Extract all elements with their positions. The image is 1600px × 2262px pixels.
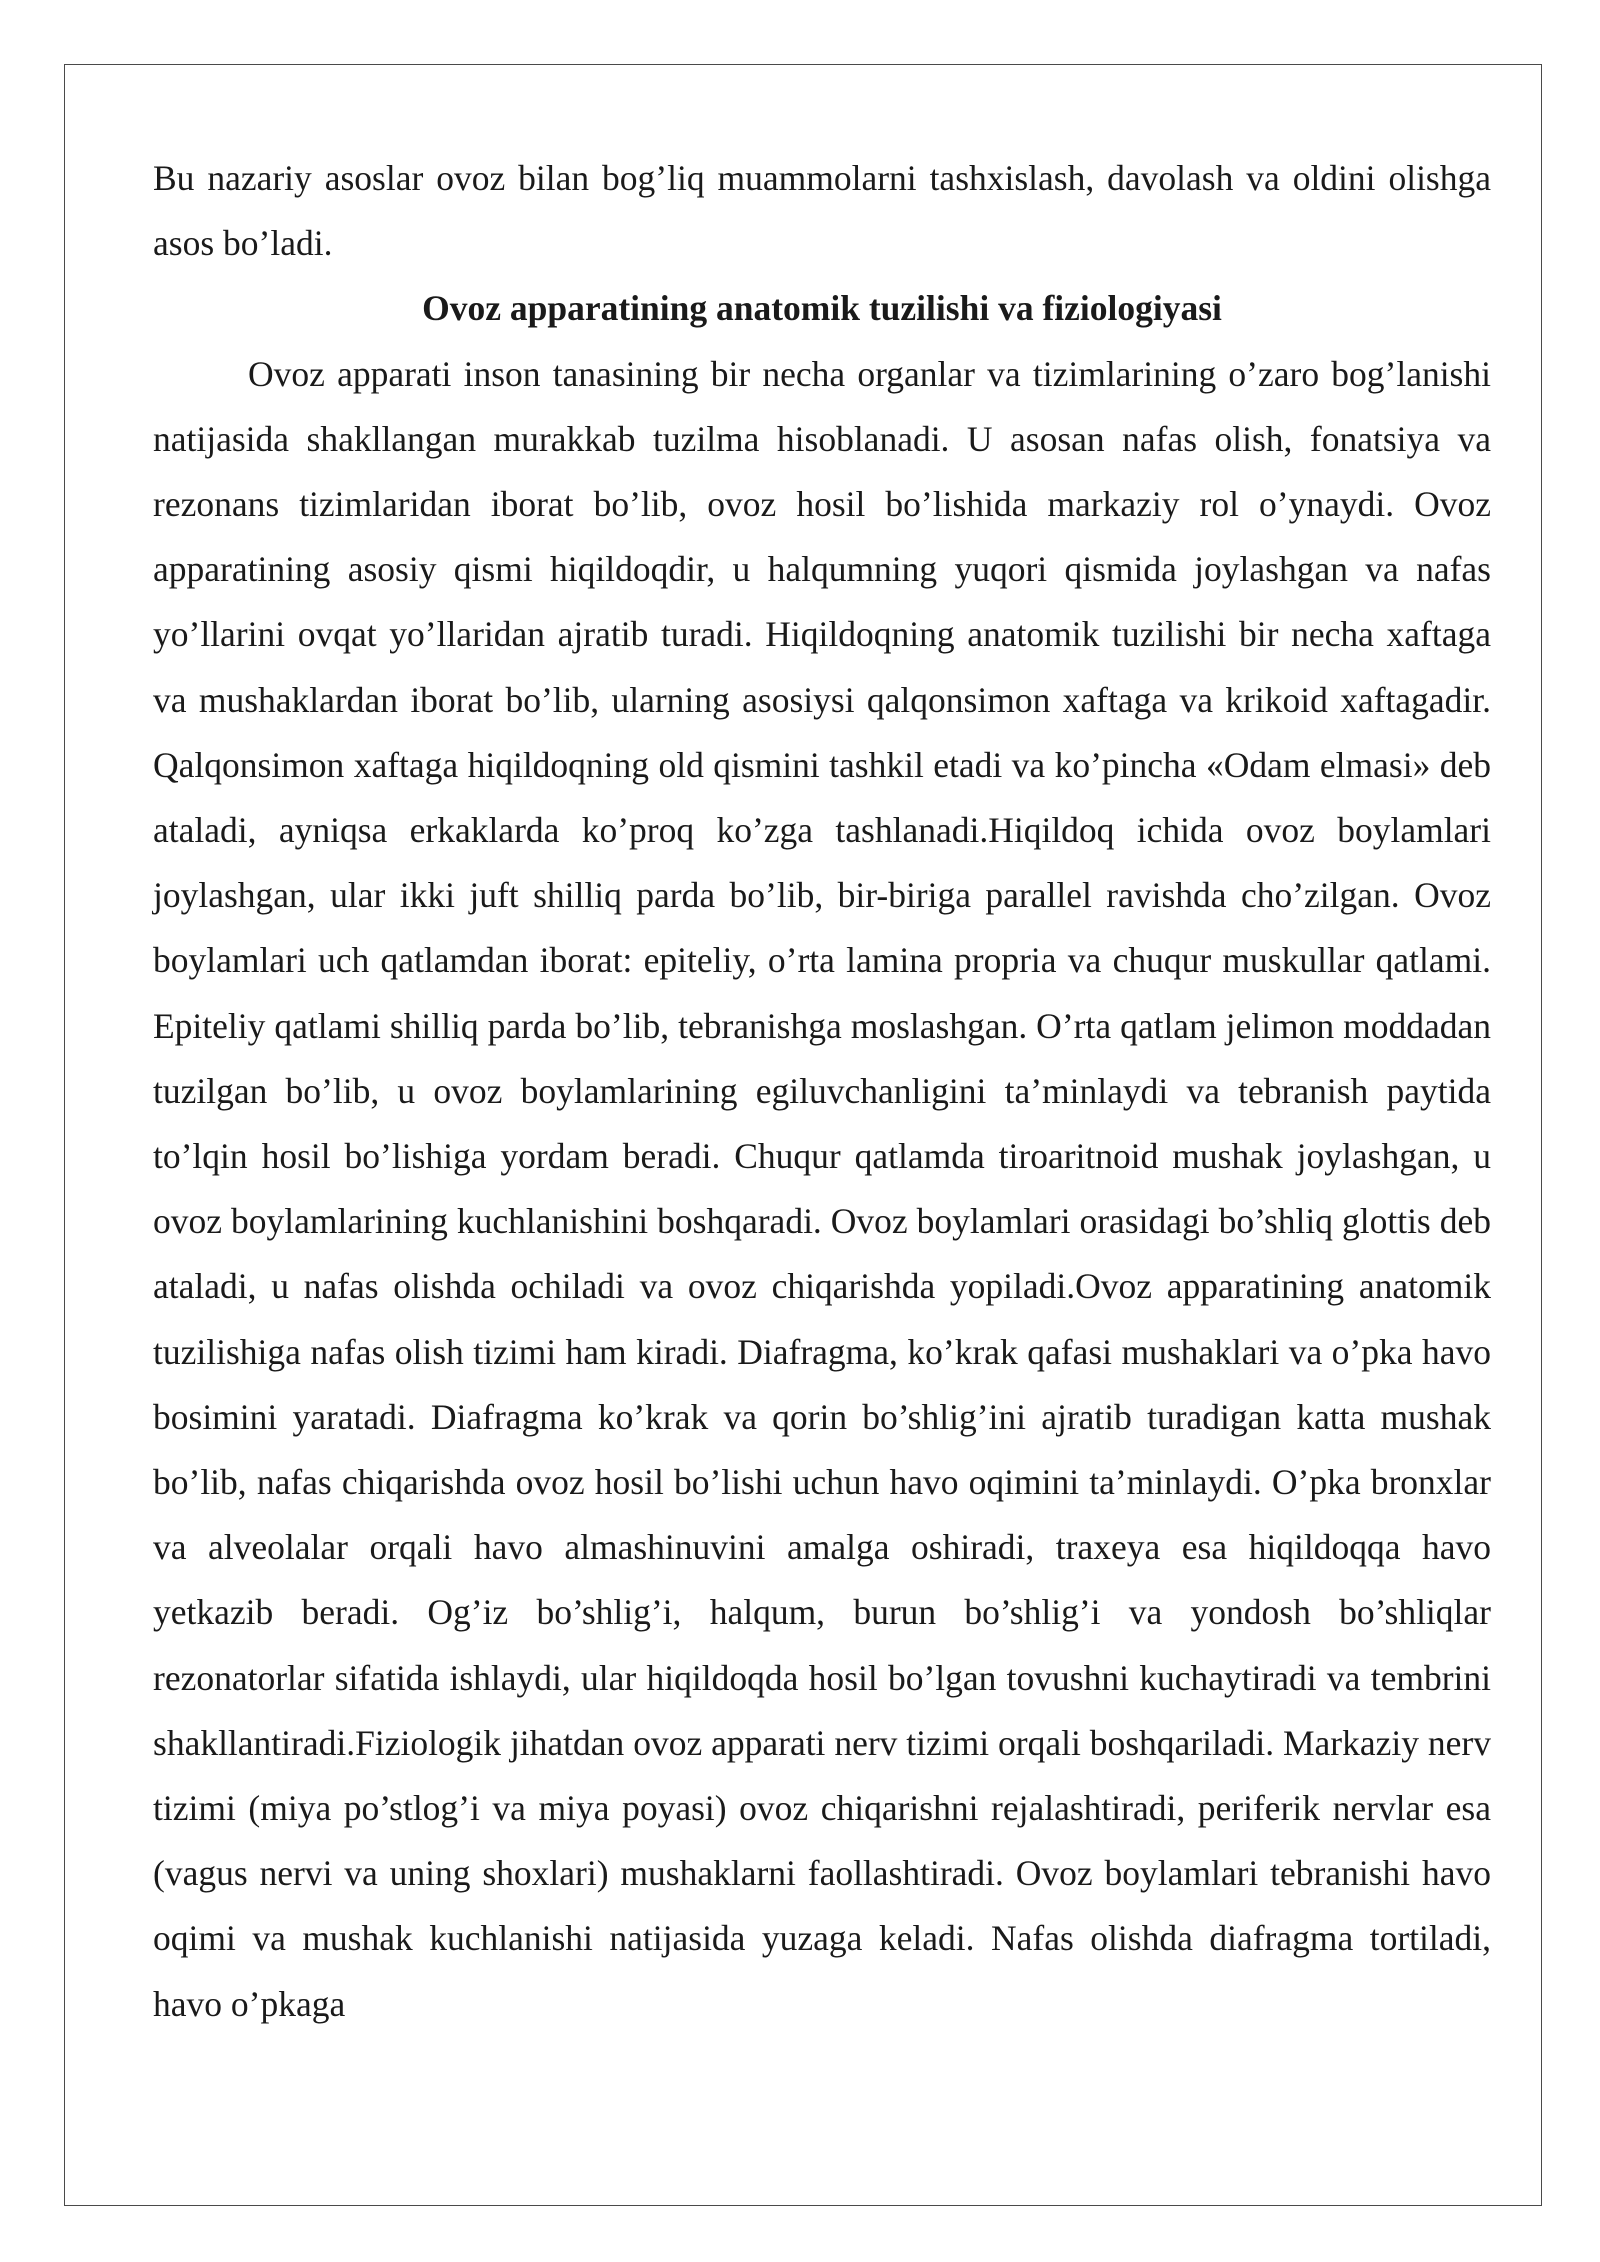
intro-paragraph: Bu nazariy asoslar ovoz bilan bog’liq muammolarni tashxislash, davolash va oldini olishga asos bo’ladi. <box>153 158 1491 264</box>
document-body <box>153 146 1491 2037</box>
body-paragraph: Ovoz apparati inson tanasining bir necha organlar va tizimlarining o’zaro bog’lanishi natijasida shakllangan murakkab tuzilma hisoblanadi. U asosan nafas olish, fonatsiya va rezonans tizimlaridan iborat bo’lib, ovoz hosil bo’lishida markaziy rol o’ynaydi. Ovoz apparatining asosiy qismi hiqildoqdir, u halqumning yuqori qismida joylashgan va nafas yo’llarini ovqat yo’llaridan ajratib turadi. Hiqildoqning anatomik tuzilishi bir necha xaftaga va mushaklardan iborat bo’lib, ularning asosiysi qalqonsimon xaftaga va krikoid xaftagadir. Qalqonsimon xaftaga hiqildoqning old qismini tashkil etadi va ko’pincha «Odam elmasi» deb ataladi, ayniqsa erkaklarda ko’proq ko’zga tashlanadi.Hiqildoq ichida ovoz boylamlari joylashgan, ular ikki juft shilliq parda bo’lib, bir-biriga parallel ravishda cho’zilgan. Ovoz boylamlari uch qatlamdan iborat: epiteliy, o’rta lamina propria va chuqur muskullar qatlami. Epiteliy qatlami shilliq parda bo’lib, tebranishga moslashgan. O’rta qatlam jelimon moddadan tuzilgan bo’lib, u ovoz boylamlarining egiluvchanligini ta’minlaydi va tebranish paytida to’lqin hosil bo’lishiga yordam beradi. Chuqur qatlamda tiroaritnoid mushak joylashgan, u ovoz boylamlarining kuchlanishini boshqaradi. Ovoz boylamlari orasidagi bo’shliq glottis deb ataladi, u nafas olishda ochiladi va ovoz chiqarishda yopiladi.Ovoz apparatining anatomik tuzilishiga nafas olish tizimi ham kiradi. Diafragma, ko’krak qafasi mushaklari va o’pka havo bosimini yaratadi. Diafragma ko’krak va qorin bo’shlig’ini ajratib turadigan katta mushak bo’lib, nafas chiqarishda ovoz hosil bo’lishi uchun havo oqimini ta’minlaydi. O’pka bronxlar va alveolalar orqali havo almashinuvini amalga oshiradi, traxeya esa hiqildoqqa havo yetkazib beradi. Og’iz bo’shlig’i, halqum, burun bo’shlig’i va yondosh bo’shliqlar rezonatorlar sifatida ishlaydi, ular hiqildoqda hosil bo’lgan tovushni kuchaytiradi va tembrini shakllantiradi.Fiziologik jihatdan ovoz apparati nerv tizimi orqali boshqariladi. Markaziy nerv tizimi (miya po’stlog’i va miya poyasi) ovoz chiqarishni rejalashtiradi, periferik nervlar esa (vagus nervi va uning shoxlari) mushaklarni faollashtiradi. Ovoz boylamlari tebranishi havo oqimi va mushak kuchlanishi natijasida yuzaga keladi. Nafas olishda diafragma tortiladi, havo o’pkaga <box>153 353 1491 2024</box>
section-heading: Ovoz apparatining anatomik tuzilishi va fiziologiyasi <box>422 288 1222 329</box>
